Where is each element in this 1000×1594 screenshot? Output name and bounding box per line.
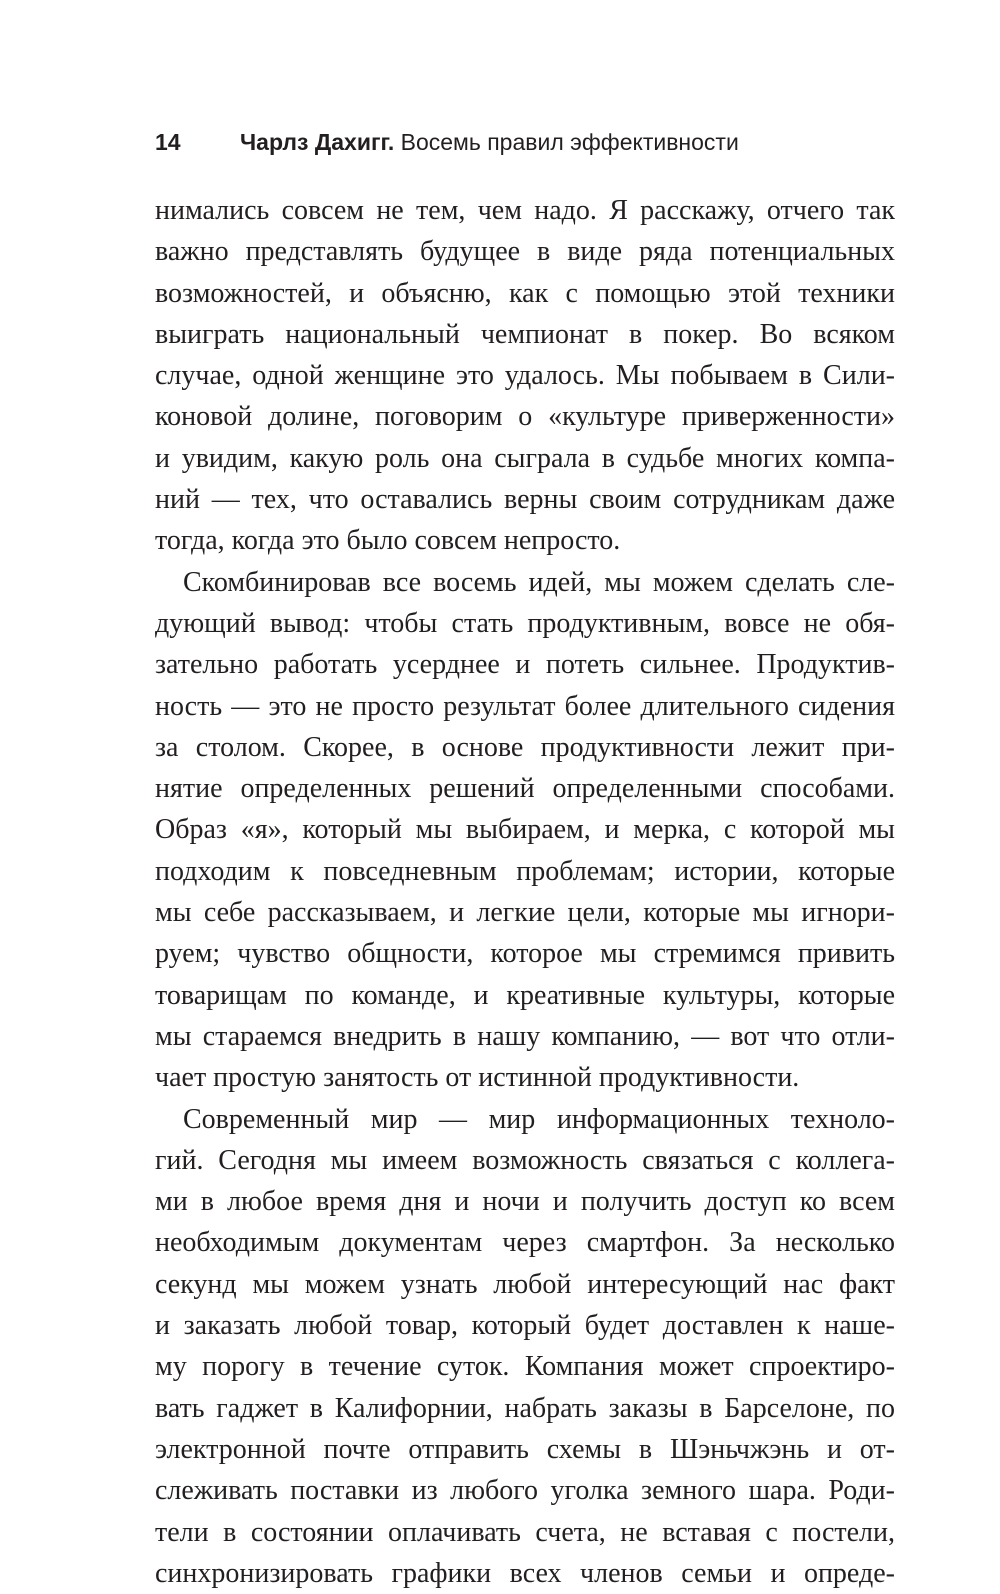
- text-line: Современный мир — мир информационных техноло-: [183, 1103, 895, 1135]
- text-line: секунд мы можем узнать любой интересующий нас факт: [155, 1268, 895, 1300]
- text-line: ность — это не просто результат более длительного сидения: [155, 690, 895, 722]
- text-line: нятие определенных решений определенными способами.: [155, 773, 895, 805]
- text-line: подходим к повседневным проблемам; истории, которые: [155, 855, 895, 887]
- text-line: Скомбинировав все восемь идей, мы можем сделать сле-: [183, 566, 895, 598]
- paragraph: [155, 1099, 895, 1594]
- text-line: му порогу в течение суток. Компания может спроектиро-: [155, 1351, 895, 1383]
- running-head: [155, 126, 895, 158]
- text-line: ми в любое время дня и ночи и получить доступ ко всем: [155, 1186, 895, 1218]
- text-line: мы стараемся внедрить в нашу компанию, — вот что отли-: [155, 1020, 895, 1052]
- text-line: мы себе рассказываем, и легкие цели, которые мы игнори-: [155, 897, 895, 929]
- text-line: и увидим, какую роль она сыграла в судьбе многих компа-: [155, 442, 895, 474]
- text-line: товарищам по команде, и креативные культуры, которые: [155, 979, 895, 1011]
- text-line: слеживать поставки из любого уголка земного шара. Роди-: [155, 1475, 895, 1507]
- text-line: руем; чувство общности, которое мы стремимся привить: [155, 938, 895, 970]
- author-name: Чарлз Дахигг.: [240, 129, 395, 155]
- body-text: [155, 190, 895, 1594]
- text-line: чает простую занятость от истинной продуктивности.: [155, 1062, 800, 1094]
- text-line: случае, одной женщине это удалось. Мы побываем в Сили-: [155, 360, 895, 392]
- text-line: электронной почте отправить схемы в Шэньчжэнь и от-: [155, 1433, 895, 1465]
- text-line: гий. Сегодня мы имеем возможность связаться с коллега-: [155, 1144, 895, 1176]
- text-line: важно представлять будущее в виде ряда потенциальных: [155, 236, 895, 268]
- text-line: зательно работать усерднее и потеть сильнее. Продуктив-: [155, 649, 895, 681]
- text-line: необходимым документам через смартфон. За несколько: [155, 1227, 895, 1259]
- text-line: возможностей, и объясню, как с помощью этой техники: [155, 277, 895, 309]
- text-line: тели в состоянии оплачивать счета, не вставая с постели,: [155, 1516, 895, 1548]
- text-line: и заказать любой товар, который будет доставлен к наше-: [155, 1310, 895, 1342]
- text-line: дующий вывод: чтобы стать продуктивным, вовсе не обя-: [155, 607, 895, 639]
- text-line: синхронизировать графики всех членов семьи и опреде-: [155, 1557, 895, 1589]
- text-line: тогда, когда это было совсем непросто.: [155, 525, 621, 557]
- book-title: Восемь правил эффективности: [400, 129, 739, 155]
- text-line: нимались совсем не тем, чем надо. Я расскажу, отчего так: [155, 195, 895, 226]
- paragraph: [155, 190, 895, 562]
- text-line: коновой долине, поговорим о «культуре приверженности»: [155, 401, 895, 433]
- text-line: Образ «я», который мы выбираем, и мерка, с которой мы: [155, 814, 895, 846]
- page-number: 14: [155, 129, 181, 155]
- text-line: вать гаджет в Калифорнии, набрать заказы в Барселоне, по: [155, 1392, 895, 1424]
- text-line: выиграть национальный чемпионат в покер. Во всяком: [155, 318, 895, 350]
- paragraph: [155, 562, 895, 1099]
- text-line: ний — тех, что оставались верны своим сотрудникам даже: [155, 484, 895, 516]
- text-line: за столом. Скорее, в основе продуктивности лежит при-: [155, 731, 895, 763]
